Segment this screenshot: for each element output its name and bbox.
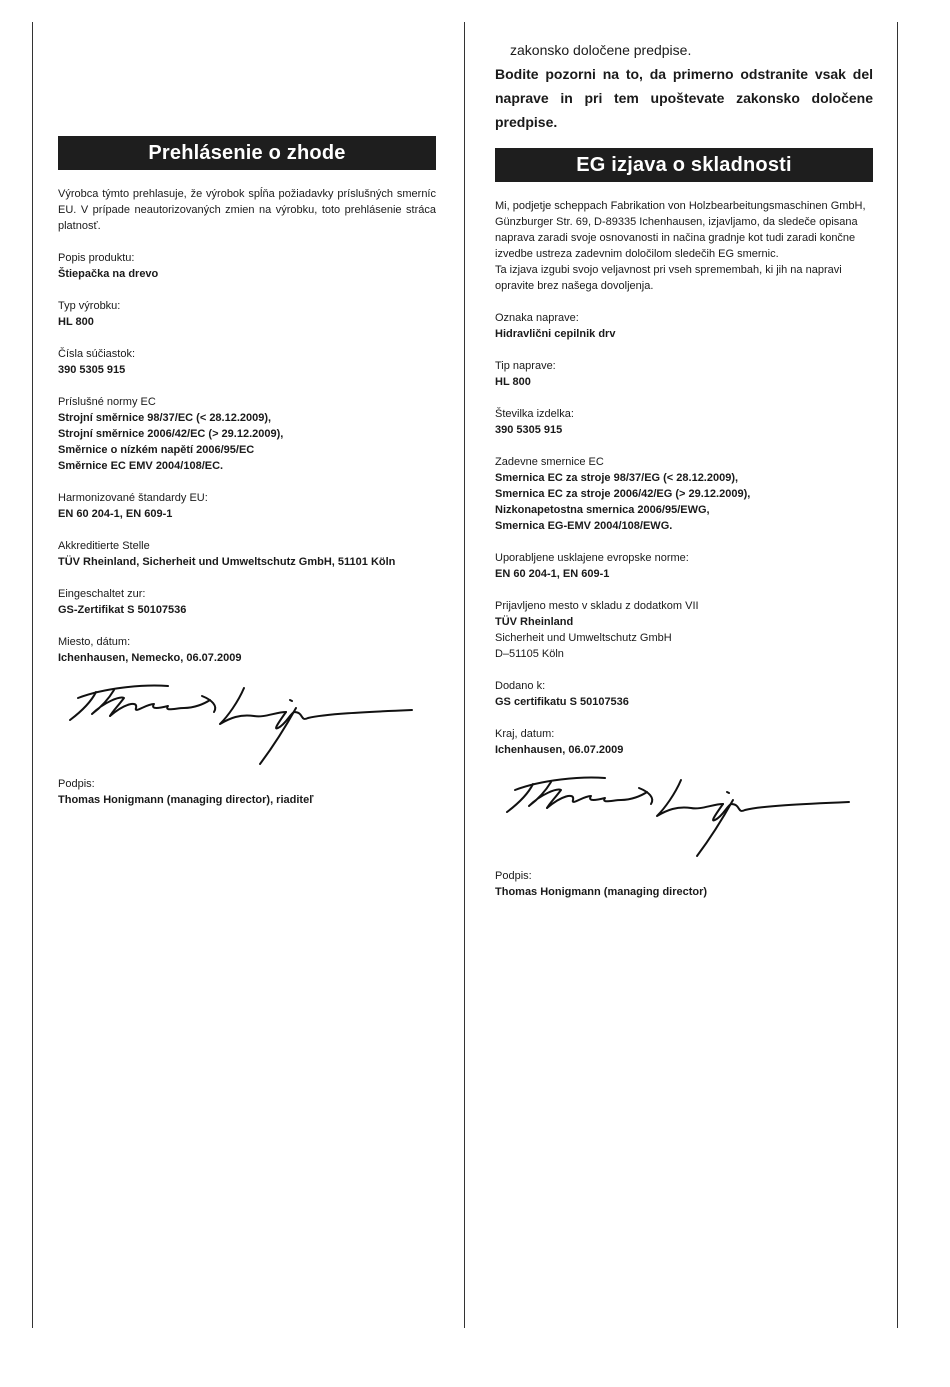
field-label: Popis produktu: xyxy=(58,252,135,264)
field-value: Strojní směrnice 98/37/EC (< 28.12.2009), xyxy=(58,412,272,424)
field-value: EN 60 204-1, EN 609-1 xyxy=(495,568,610,580)
field-gap xyxy=(58,618,436,634)
field-label: Prijavljeno mesto v skladu z dodatkom VII xyxy=(495,600,699,612)
field-value: Štiepačka na drevo xyxy=(58,268,159,280)
right-signature-name: Thomas Honigmann (managing director) xyxy=(495,886,708,898)
field-label: Miesto, dátum: xyxy=(58,636,131,648)
field-label: Eingeschaltet zur: xyxy=(58,588,146,600)
disposal-note xyxy=(495,38,873,134)
disposal-note-line: zakonsko določene predpise. xyxy=(510,42,692,58)
field-gap xyxy=(58,522,436,538)
left-signature-label: Podpis: xyxy=(58,778,95,790)
right-signature-label: Podpis: xyxy=(495,870,532,882)
field-value: GS certifikatu S 50107536 xyxy=(495,696,629,708)
field-extra: Sicherheit und Umweltschutz GmbH xyxy=(495,632,672,644)
field-value: GS-Zertifikat S 50107536 xyxy=(58,604,187,616)
field-value: Směrnice EC EMV 2004/108/EC. xyxy=(58,460,224,472)
field-gap xyxy=(58,234,436,250)
field-label: Kraj, datum: xyxy=(495,728,555,740)
field-gap xyxy=(495,294,873,310)
left-fields xyxy=(58,234,436,674)
field-label: Uporabljene usklajene evropske norme: xyxy=(495,552,689,564)
field-label: Tip naprave: xyxy=(495,360,556,372)
field-gap xyxy=(495,438,873,454)
field-value: HL 800 xyxy=(58,316,94,328)
field-gap xyxy=(58,330,436,346)
field-label: Harmonizované štandardy EU: xyxy=(58,492,208,504)
right-intro-text-2: Ta izjava izgubi svojo veljavnost pri vseh spremembah, ki jih na napravi opravite brez našega dovoljenja. xyxy=(495,264,842,292)
center-divider-line xyxy=(464,22,465,1328)
field-gap xyxy=(58,474,436,490)
right-intro-text: Mi, podjetje scheppach Fabrikation von Holzbearbeitungsmaschinen GmbH, Günzburger Str. 69, D-89335 Ichenhausen, izjavljamo, da sledeče opisana naprava zaradi svoje osnovanosti in načina gradnje kot tudi zaradi končne izvedbe ustreza zadevnim določilom sledečih EG smernic. xyxy=(495,200,866,260)
right-margin-line xyxy=(897,22,898,1328)
field-value: Směrnice o nízkém napětí 2006/95/EC xyxy=(58,444,255,456)
left-signature-image xyxy=(64,678,419,770)
field-label: Številka izdelka: xyxy=(495,408,574,420)
field-value: Strojní směrnice 2006/42/EC (> 29.12.2009), xyxy=(58,428,284,440)
field-value: Nizkonapetostna smernica 2006/95/EWG, xyxy=(495,504,710,516)
field-value: TÜV Rheinland, Sicherheit und Umweltschutz GmbH, 51101 Köln xyxy=(58,556,396,568)
field-gap xyxy=(495,662,873,678)
field-value: Ichenhausen, Nemecko, 06.07.2009 xyxy=(58,652,242,664)
field-gap xyxy=(58,378,436,394)
field-value: Smernica EC za stroje 98/37/EG (< 28.12.2009), xyxy=(495,472,739,484)
field-value: Smernica EC za stroje 2006/42/EG (> 29.12.2009), xyxy=(495,488,751,500)
field-value: Smernica EG-EMV 2004/108/EWG. xyxy=(495,520,673,532)
left-intro-text: Výrobca týmto prehlasuje, že výrobok spĺňa požiadavky príslušných smerníc EU. V prípade neautorizovaných zmien na výrobku, toto prehlásenie stráca platnosť. xyxy=(58,188,436,232)
right-fields xyxy=(495,294,873,766)
left-column xyxy=(58,136,436,808)
field-label: Akkreditierte Stelle xyxy=(58,540,150,552)
left-signature-name: Thomas Honigmann (managing director), riaditeľ xyxy=(58,794,314,806)
field-value: 390 5305 915 xyxy=(58,364,126,376)
left-margin-line xyxy=(32,22,33,1328)
field-gap xyxy=(495,390,873,406)
field-label: Dodano k: xyxy=(495,680,546,692)
field-gap xyxy=(495,582,873,598)
field-gap xyxy=(495,534,873,550)
field-value: 390 5305 915 xyxy=(495,424,563,436)
right-title-banner: EG izjava o skladnosti xyxy=(495,148,873,182)
field-gap xyxy=(495,342,873,358)
field-gap xyxy=(58,282,436,298)
field-label: Typ výrobku: xyxy=(58,300,121,312)
field-label: Príslušné normy EC xyxy=(58,396,156,408)
field-value: TÜV Rheinland xyxy=(495,616,574,628)
disposal-note-bold: Bodite pozorni na to, da primerno odstranite vsak del naprave in pri tem upoštevate zakonsko določene predpise. xyxy=(495,66,873,130)
field-label: Oznaka naprave: xyxy=(495,312,579,324)
field-value: HL 800 xyxy=(495,376,531,388)
left-title-banner: Prehlásenie o zhode xyxy=(58,136,436,170)
field-value: Ichenhausen, 06.07.2009 xyxy=(495,744,624,756)
right-column xyxy=(495,38,873,900)
field-label: Zadevne smernice EC xyxy=(495,456,604,468)
field-extra: D–51105 Köln xyxy=(495,648,564,660)
field-value: EN 60 204-1, EN 609-1 xyxy=(58,508,173,520)
field-gap xyxy=(58,570,436,586)
field-gap xyxy=(495,710,873,726)
field-label: Čísla súčiastok: xyxy=(58,348,136,360)
right-signature-image xyxy=(501,770,856,862)
field-value: Hidravlični cepilnik drv xyxy=(495,328,616,340)
